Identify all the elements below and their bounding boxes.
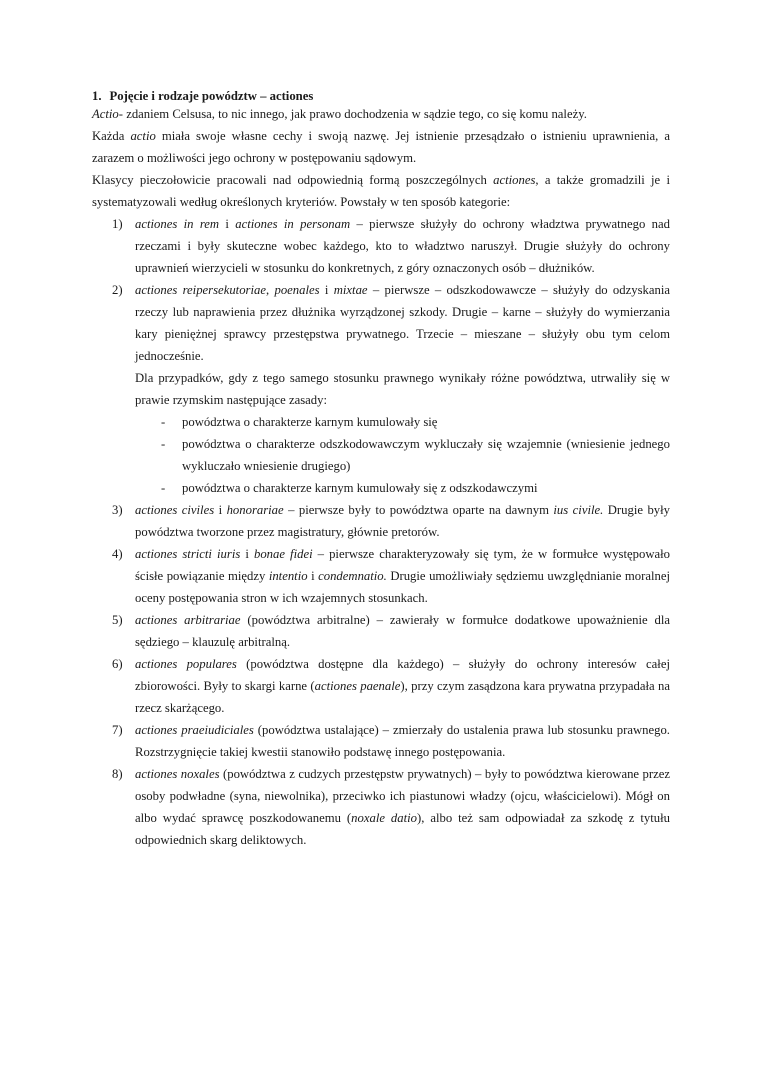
- document-page: [92, 88, 670, 851]
- list-item: 7) actiones praeiudiciales (powództwa ustalające) – zmierzały do ustalenia prawa lub stosunku prawnego. Rozstrzygnięcie takiej kwestii stanowiło podstawę innego postępowania.: [92, 719, 670, 763]
- intro-paragraph-2: Każda actio miała swoje własne cechy i swoją nazwę. Jej istnienie przesądzało o istnieniu uprawnienia, a zarazem o możliwości jego ochrony w postępowaniu sądowym.: [92, 129, 670, 165]
- list-item: 2) actiones reipersekutoriae, poenales i mixtae – pierwsze – odszkodowawcze – służyły do odzyskania rzeczy lub naprawienia przez dłużnika wyrządzonej szkody. Drugie – karne – służyły do wymierzania kary pieniężnej sprawcy przestępstwa prywatnego. Trzecie – mieszane – służyły obu tym celom jednocześnie. Dla przypadków, gdy z tego samego stosunku prawnego wynikały różne powództwa, utrwaliły się w prawie rzymskim następujące zasady: - powództwa o charakterze karnym kumulowały się - powództwa o charakterze odszkodowawczym wykluczały się wzajemnie (wniesienie jednego wykluczało wniesienie drugiego) - powództwa o charakterze karnym kumulowały się z odszkodawczymi: [92, 279, 670, 499]
- term-actio-definition: Actio-: [92, 107, 124, 121]
- rule-item: - powództwa o charakterze karnym kumulowały się: [135, 411, 670, 433]
- section-heading: [92, 88, 670, 105]
- list-item-number: 4): [112, 547, 123, 561]
- list-item: 5) actiones arbitrariae (powództwa arbitralne) – zawierały w formułce dodatkowe upoważnienie dla sędziego – klauzulę arbitralną.: [92, 609, 670, 653]
- list-item-number: 1): [112, 217, 123, 231]
- list-item-number: 8): [112, 767, 123, 781]
- dash-bullet: -: [161, 415, 166, 429]
- list-item: 3) actiones civiles i honorariae – pierwsze były to powództwa oparte na dawnym ius civile. Drugie były powództwa tworzone przez magistratury, głównie pretorów.: [92, 499, 670, 543]
- intro-paragraph-3: Klasycy pieczołowicie pracowali nad odpowiednią formą poszczególnych actiones, a także gromadzili je i systematyzowali według określonych kryteriów. Powstały w ten sposób kategorie:: [92, 173, 670, 209]
- intro-paragraph-1: Actio- zdaniem Celsusa, to nic innego, jak prawo dochodzenia w sądzie tego, co się komu należy.: [92, 107, 587, 121]
- list-item-number: 7): [112, 723, 123, 737]
- list-item-number: 5): [112, 613, 123, 627]
- heading-number: 1.: [92, 89, 102, 103]
- categories-list: [92, 213, 670, 851]
- rules-list: [135, 411, 670, 499]
- rule-item: - powództwa o charakterze odszkodowawczym wykluczały się wzajemnie (wniesienie jednego wykluczało wniesienie drugiego): [135, 433, 670, 477]
- term-actiones: actiones: [493, 173, 536, 187]
- list-item: 4) actiones stricti iuris i bonae fidei – pierwsze charakteryzowały się tym, że w formułce występowało ścisłe powiązanie między intentio i condemnatio. Drugie umożliwiały sędziemu uwzględnianie moralnej oceny postępowania stron w ich wzajemnych stosunkach.: [92, 543, 670, 609]
- list-item: 8) actiones noxales (powództwa z cudzych przestępstw prywatnych) – były to powództwa kierowane przez osoby podwładne (syna, niewolnika), przeciwko ich piastunowi władzy (ojcu, właścicielowi). Mógł on albo wydać sprawcę poszkodowanemu (noxale datio), albo też sam odpowiadał za szkodę z tytułu odpowiednich skarg deliktowych.: [92, 763, 670, 851]
- rule-item: - powództwa o charakterze karnym kumulowały się z odszkodawczymi: [135, 477, 670, 499]
- heading-title: Pojęcie i rodzaje powództw – actiones: [109, 89, 314, 103]
- list-item: 6) actiones populares (powództwa dostępne dla każdego) – służyły do ochrony interesów całej zbiorowości. Były to skargi karne (actiones paenale), przy czym zasądzona kara prywatna przypadała na rzecz skarżącego.: [92, 653, 670, 719]
- dash-bullet: -: [161, 437, 166, 451]
- term-actio: actio: [130, 129, 156, 143]
- list-item-number: 3): [112, 503, 123, 517]
- list-item: 1) actiones in rem i actiones in personam – pierwsze służyły do ochrony władztwa prywatnego nad rzeczami i były skuteczne wobec każdego, kto to władztwo naruszył. Drugie służyły do ochrony uprawnień wierzycieli w stosunku do konkretnych, z góry oznaczonych osób – dłużników.: [92, 213, 670, 279]
- rules-intro: Dla przypadków, gdy z tego samego stosunku prawnego wynikały różne powództwa, utrwaliły się w prawie rzymskim następujące zasady:: [135, 371, 670, 407]
- list-item-number: 2): [112, 283, 123, 297]
- dash-bullet: -: [161, 481, 166, 495]
- list-item-number: 6): [112, 657, 123, 671]
